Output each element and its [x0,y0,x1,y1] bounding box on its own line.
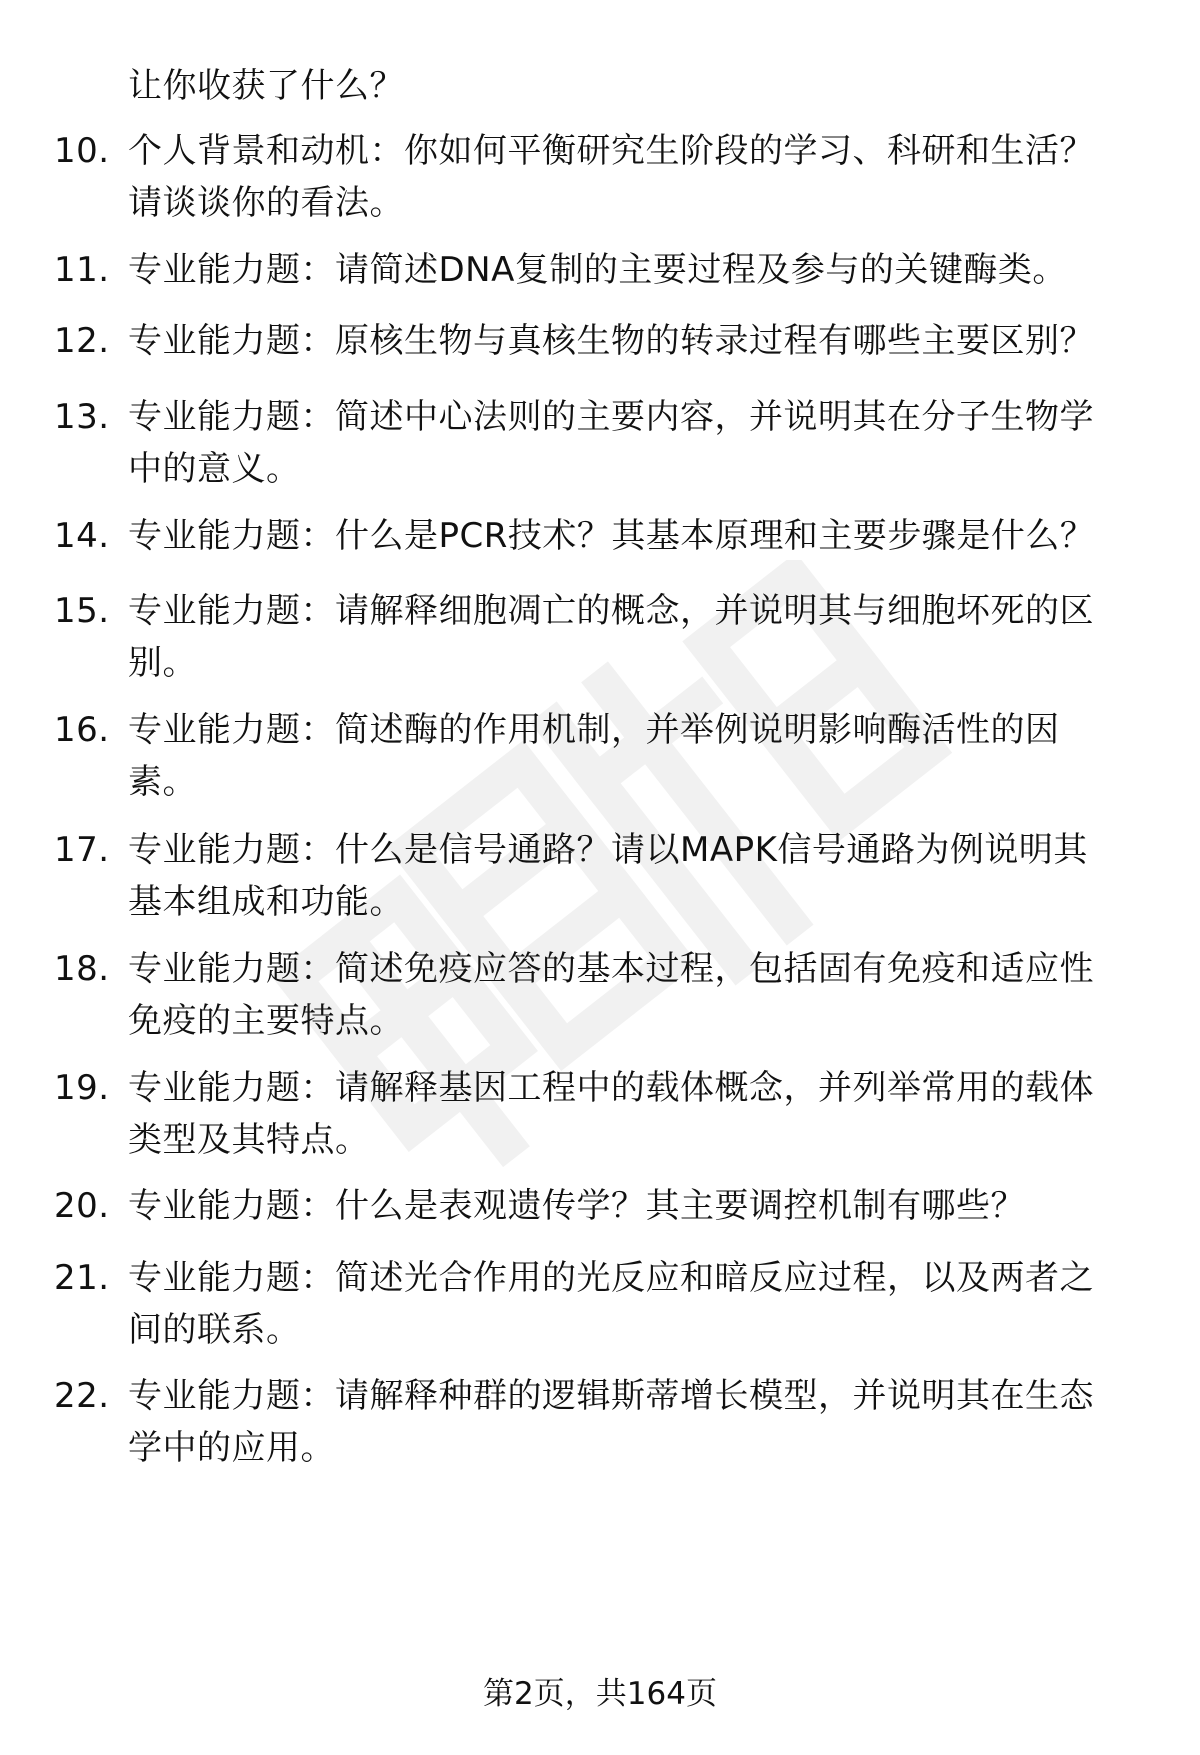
question-text [128,1252,1138,1356]
question-text-line: 专业能力题：什么是PCR技术？其基本原理和主要步骤是什么？ [128,516,1095,556]
question-text-line: 间的联系。 [128,1310,301,1350]
question-text-line: 免疫的主要特点。 [128,1001,404,1041]
question-text-line: 专业能力题：原核生物与真核生物的转录过程有哪些主要区别？ [128,321,1094,361]
question-number: 18. [54,949,110,989]
question-text-line: 专业能力题：请解释基因工程中的载体概念，并列举常用的载体 [128,1068,1094,1108]
question-text-line: 个人背景和动机：你如何平衡研究生阶段的学习、科研和生活？ [128,131,1094,171]
question-text-line: 专业能力题：简述中心法则的主要内容，并说明其在分子生物学 [128,397,1094,437]
question-text-line: 专业能力题：请解释细胞凋亡的概念，并说明其与细胞坏死的区 [128,591,1094,631]
question-text-line: 中的意义。 [128,449,301,489]
question-text-line: 专业能力题：什么是表观遗传学？其主要调控机制有哪些？ [128,1186,1025,1226]
question-number: 12. [54,321,110,361]
question-number: 19. [54,1068,110,1108]
question-number: 20. [54,1186,110,1226]
question-number: 13. [54,397,110,437]
page-footer: 第2页，共164页 [483,1676,717,1712]
continuation-text: 让你收获了什么？ [128,66,404,106]
question-text-line: 专业能力题：什么是信号通路？请以MAPK信号通路为例说明其 [128,830,1088,870]
question-text [128,824,1138,928]
question-text [128,1370,1138,1474]
question-text-line: 专业能力题：请解释种群的逻辑斯蒂增长模型，并说明其在生态 [128,1376,1094,1416]
question-text-line: 专业能力题：简述免疫应答的基本过程，包括固有免疫和适应性 [128,949,1094,989]
question-text [128,943,1138,1047]
question-text [128,391,1138,495]
question-text [128,244,1138,296]
question-text [128,704,1138,808]
question-number: 21. [54,1258,110,1298]
question-number: 11. [54,250,110,290]
question-text-line: 学中的应用。 [128,1428,335,1468]
question-text-line: 素。 [128,762,197,802]
question-text [128,1180,1138,1232]
question-text-line: 基本组成和功能。 [128,882,404,922]
question-text-line: 专业能力题：简述酶的作用机制，并举例说明影响酶活性的因 [128,710,1060,750]
question-number: 17. [54,830,110,870]
question-number: 15. [54,591,110,631]
question-text [128,315,1138,367]
question-number: 16. [54,710,110,750]
question-number: 14. [54,516,110,556]
question-text-line: 请谈谈你的看法。 [128,183,404,223]
question-number: 10. [54,131,110,171]
question-text [128,585,1138,689]
question-text [128,1062,1138,1166]
question-text-line: 类型及其特点。 [128,1120,370,1160]
question-number: 22. [54,1376,110,1416]
question-text-line: 专业能力题：请简述DNA复制的主要过程及参与的关键酶类。 [128,250,1067,290]
question-text-line: 专业能力题：简述光合作用的光反应和暗反应过程，以及两者之 [128,1258,1094,1298]
question-text [128,510,1138,562]
question-text-line: 别。 [128,643,197,683]
question-text [128,125,1138,229]
